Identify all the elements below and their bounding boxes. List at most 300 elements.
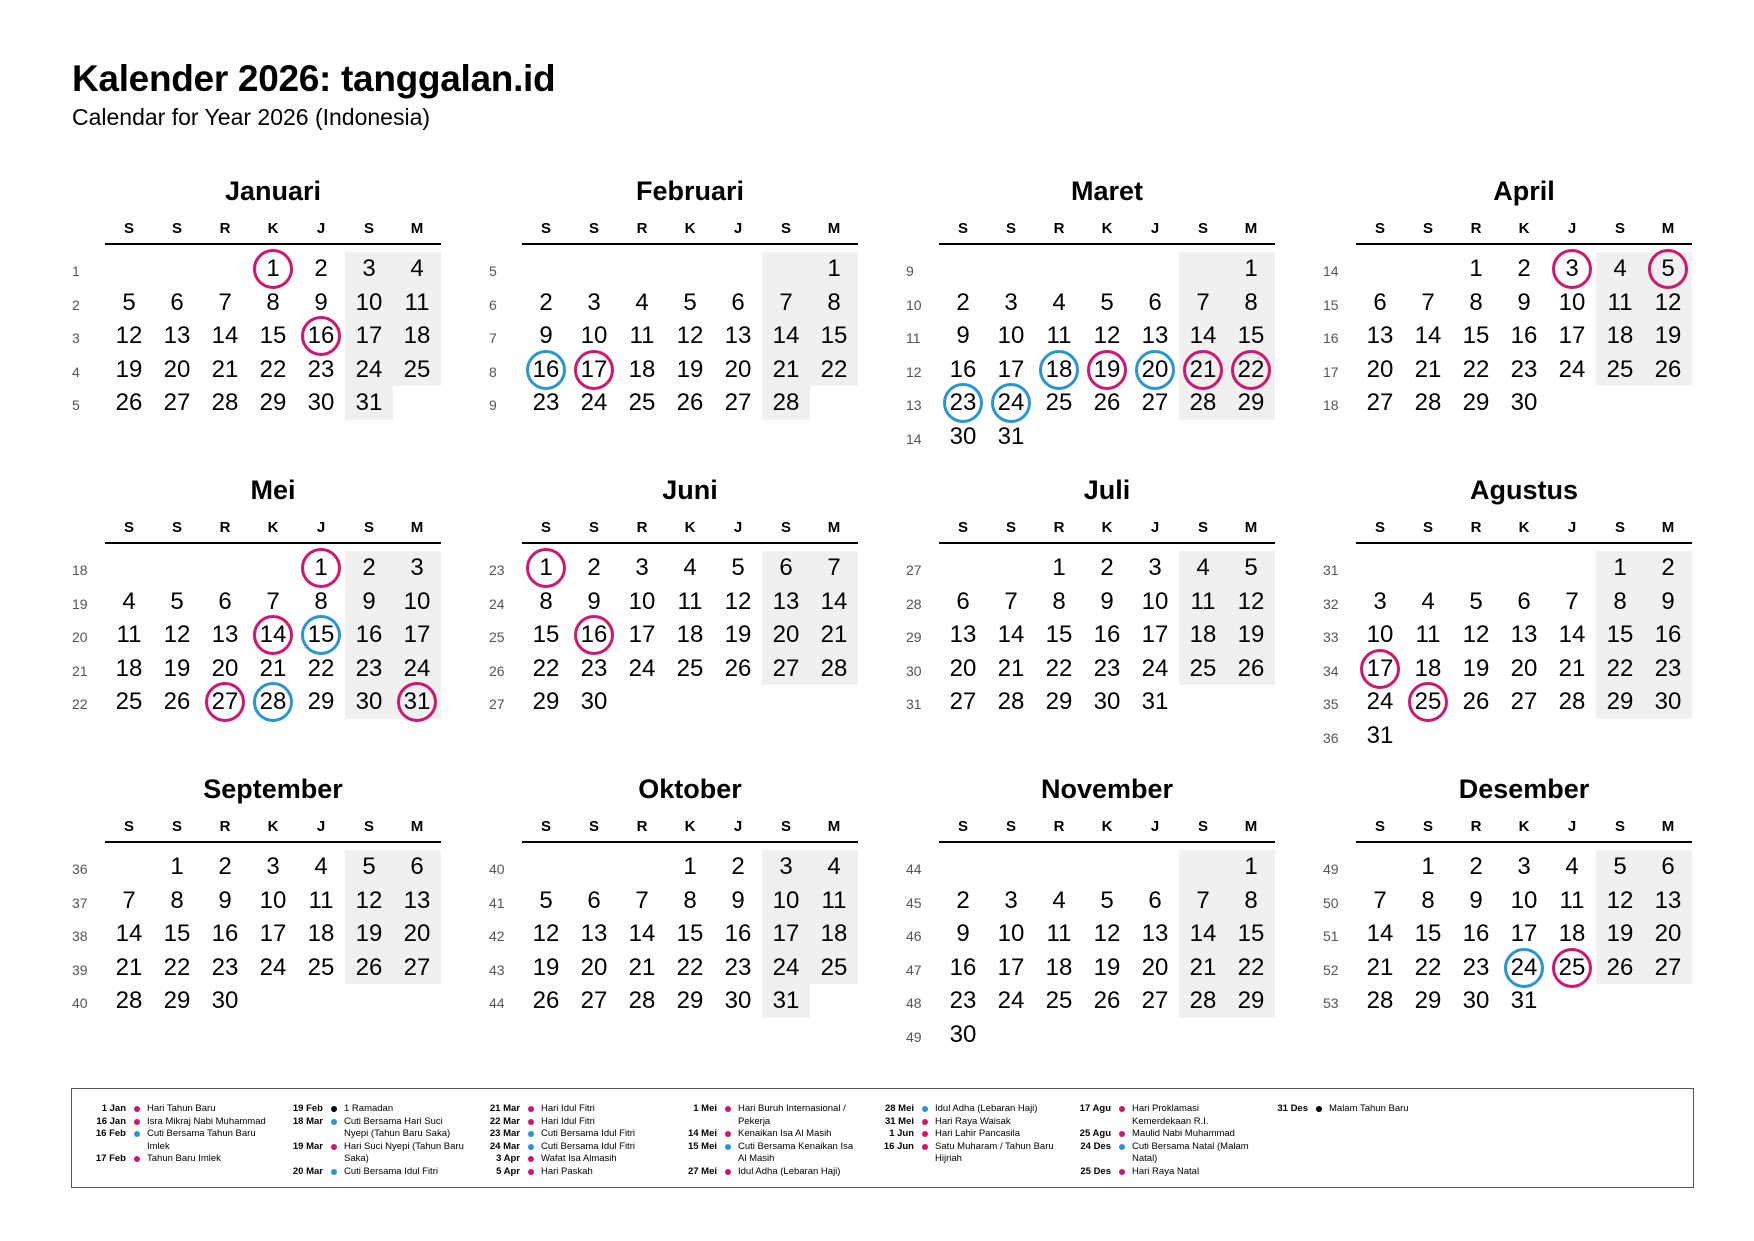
calendar-day[interactable]: 10 [580,322,608,350]
calendar-day[interactable]: 8 [1421,886,1435,914]
calendar-day[interactable]: 11 [1559,886,1585,914]
calendar-day[interactable]: 22 [1462,355,1490,383]
calendar-day[interactable]: 12 [1606,886,1634,914]
calendar-day[interactable]: 16 [532,355,560,383]
calendar-day[interactable]: 29 [1237,987,1265,1015]
calendar-day[interactable]: 17 [355,322,383,350]
calendar-day[interactable]: 8 [683,886,697,914]
calendar-day[interactable]: 6 [1517,587,1531,615]
calendar-day[interactable]: 13 [580,920,608,948]
calendar-day[interactable]: 23 [1654,654,1682,682]
calendar-day[interactable]: 15 [532,621,560,649]
calendar-day[interactable]: 31 [1510,987,1538,1015]
calendar-day[interactable]: 25 [1045,389,1073,417]
calendar-day[interactable]: 26 [532,987,560,1015]
calendar-day[interactable]: 12 [1654,288,1682,316]
calendar-day[interactable]: 2 [1469,853,1483,880]
calendar-day[interactable]: 29 [1462,389,1490,417]
calendar-day[interactable]: 8 [314,587,328,615]
calendar-day[interactable]: 11 [821,886,847,914]
calendar-day[interactable]: 2 [731,853,745,880]
calendar-day[interactable]: 6 [779,554,793,581]
calendar-day[interactable]: 30 [1093,688,1121,716]
calendar-day[interactable]: 25 [307,953,335,981]
calendar-day[interactable]: 4 [1196,554,1210,581]
calendar-day[interactable]: 24 [1141,654,1169,682]
calendar-day[interactable]: 21 [997,654,1025,682]
calendar-day[interactable]: 31 [403,688,431,716]
calendar-day[interactable]: 17 [1510,920,1538,948]
calendar-day[interactable]: 7 [266,587,280,615]
calendar-day[interactable]: 13 [1141,920,1169,948]
calendar-day[interactable]: 24 [1366,688,1394,716]
calendar-day[interactable]: 12 [115,322,143,350]
calendar-day[interactable]: 19 [1606,920,1634,948]
calendar-day[interactable]: 21 [1189,953,1217,981]
calendar-day[interactable]: 29 [259,389,287,417]
calendar-day[interactable]: 22 [1045,654,1073,682]
calendar-day[interactable]: 1 [1244,853,1258,880]
calendar-day[interactable]: 8 [1469,288,1483,316]
calendar-day[interactable]: 20 [772,621,800,649]
calendar-day[interactable]: 5 [122,288,136,316]
calendar-day[interactable]: 23 [1510,355,1538,383]
calendar-day[interactable]: 14 [1414,322,1442,350]
calendar-day[interactable]: 7 [1421,288,1435,316]
calendar-day[interactable]: 14 [115,920,143,948]
calendar-day[interactable]: 23 [580,654,608,682]
calendar-day[interactable]: 19 [1093,953,1121,981]
calendar-day[interactable]: 31 [1141,688,1169,716]
calendar-day[interactable]: 11 [1415,621,1441,649]
calendar-day[interactable]: 3 [1004,886,1018,914]
calendar-day[interactable]: 16 [949,355,977,383]
calendar-day[interactable]: 7 [827,554,841,581]
calendar-day[interactable]: 2 [1517,255,1531,282]
calendar-day[interactable]: 8 [539,587,553,615]
calendar-day[interactable]: 6 [587,886,601,914]
calendar-day[interactable]: 22 [1237,953,1265,981]
calendar-day[interactable]: 27 [949,688,977,716]
calendar-day[interactable]: 22 [307,654,335,682]
calendar-day[interactable]: 14 [211,322,239,350]
calendar-day[interactable]: 13 [211,621,239,649]
calendar-day[interactable]: 19 [676,355,704,383]
calendar-day[interactable]: 26 [676,389,704,417]
calendar-day[interactable]: 2 [539,288,553,316]
calendar-day[interactable]: 4 [683,554,697,581]
calendar-day[interactable]: 18 [307,920,335,948]
calendar-day[interactable]: 13 [1141,322,1169,350]
calendar-day[interactable]: 30 [211,987,239,1015]
calendar-day[interactable]: 4 [122,587,136,615]
calendar-day[interactable]: 24 [628,654,656,682]
calendar-day[interactable]: 25 [676,654,704,682]
calendar-day[interactable]: 24 [580,389,608,417]
calendar-day[interactable]: 2 [956,288,970,316]
calendar-day[interactable]: 23 [1093,654,1121,682]
calendar-day[interactable]: 9 [956,920,970,948]
calendar-day[interactable]: 17 [1366,654,1394,682]
calendar-day[interactable]: 2 [1661,554,1675,581]
calendar-day[interactable]: 20 [1366,355,1394,383]
calendar-day[interactable]: 4 [827,853,841,880]
calendar-day[interactable]: 15 [1606,621,1634,649]
calendar-day[interactable]: 8 [266,288,280,316]
calendar-day[interactable]: 7 [779,288,793,316]
calendar-day[interactable]: 21 [820,621,848,649]
calendar-day[interactable]: 25 [1606,355,1634,383]
calendar-day[interactable]: 19 [724,621,752,649]
calendar-day[interactable]: 20 [724,355,752,383]
calendar-day[interactable]: 5 [1100,288,1114,316]
calendar-day[interactable]: 1 [683,853,697,880]
calendar-day[interactable]: 3 [1373,587,1387,615]
calendar-day[interactable]: 16 [355,621,383,649]
calendar-day[interactable]: 11 [677,587,703,615]
calendar-day[interactable]: 2 [956,886,970,914]
calendar-day[interactable]: 28 [1366,987,1394,1015]
calendar-day[interactable]: 10 [1558,288,1586,316]
calendar-day[interactable]: 30 [580,688,608,716]
calendar-day[interactable]: 14 [820,587,848,615]
calendar-day[interactable]: 30 [1462,987,1490,1015]
calendar-day[interactable]: 11 [404,288,430,316]
calendar-day[interactable]: 26 [1093,987,1121,1015]
calendar-day[interactable]: 25 [115,688,143,716]
calendar-day[interactable]: 23 [211,953,239,981]
calendar-day[interactable]: 4 [1565,853,1579,880]
calendar-day[interactable]: 19 [115,355,143,383]
calendar-day[interactable]: 10 [259,886,287,914]
calendar-day[interactable]: 6 [1373,288,1387,316]
calendar-day[interactable]: 14 [259,621,287,649]
calendar-day[interactable]: 25 [1189,654,1217,682]
calendar-day[interactable]: 26 [1606,953,1634,981]
calendar-day[interactable]: 28 [1189,987,1217,1015]
calendar-day[interactable]: 7 [1196,288,1210,316]
calendar-day[interactable]: 19 [1654,322,1682,350]
calendar-day[interactable]: 29 [532,688,560,716]
calendar-day[interactable]: 18 [628,355,656,383]
calendar-day[interactable]: 6 [218,587,232,615]
calendar-day[interactable]: 27 [403,953,431,981]
calendar-day[interactable]: 10 [1366,621,1394,649]
calendar-day[interactable]: 14 [1189,920,1217,948]
calendar-day[interactable]: 20 [403,920,431,948]
calendar-day[interactable]: 14 [1366,920,1394,948]
calendar-day[interactable]: 22 [1237,355,1265,383]
calendar-day[interactable]: 30 [307,389,335,417]
calendar-day[interactable]: 11 [116,621,142,649]
calendar-day[interactable]: 4 [635,288,649,316]
calendar-day[interactable]: 22 [676,953,704,981]
calendar-day[interactable]: 26 [1462,688,1490,716]
calendar-day[interactable]: 5 [1613,853,1627,880]
calendar-day[interactable]: 15 [676,920,704,948]
calendar-day[interactable]: 16 [949,953,977,981]
calendar-day[interactable]: 31 [997,423,1025,450]
calendar-day[interactable]: 5 [1244,554,1258,581]
calendar-day[interactable]: 13 [1510,621,1538,649]
calendar-day[interactable]: 16 [580,621,608,649]
calendar-day[interactable]: 21 [1414,355,1442,383]
calendar-day[interactable]: 3 [1565,255,1579,282]
calendar-day[interactable]: 28 [628,987,656,1015]
calendar-day[interactable]: 3 [635,554,649,581]
calendar-day[interactable]: 23 [949,389,977,417]
calendar-day[interactable]: 3 [1004,288,1018,316]
calendar-day[interactable]: 4 [314,853,328,880]
calendar-day[interactable]: 24 [355,355,383,383]
calendar-day[interactable]: 10 [997,322,1025,350]
calendar-day[interactable]: 15 [1414,920,1442,948]
calendar-day[interactable]: 17 [997,953,1025,981]
calendar-day[interactable]: 3 [266,853,280,880]
calendar-day[interactable]: 17 [628,621,656,649]
calendar-day[interactable]: 30 [1654,688,1682,716]
calendar-day[interactable]: 9 [314,288,328,316]
calendar-day[interactable]: 23 [1462,953,1490,981]
calendar-day[interactable]: 29 [163,987,191,1015]
calendar-day[interactable]: 29 [1237,389,1265,417]
calendar-day[interactable]: 12 [1093,322,1121,350]
calendar-day[interactable]: 10 [1510,886,1538,914]
calendar-day[interactable]: 1 [1244,255,1258,282]
calendar-day[interactable]: 31 [772,987,800,1015]
calendar-day[interactable]: 5 [1100,886,1114,914]
calendar-day[interactable]: 16 [1654,621,1682,649]
calendar-day[interactable]: 9 [587,587,601,615]
calendar-day[interactable]: 12 [355,886,383,914]
calendar-day[interactable]: 27 [1654,953,1682,981]
calendar-day[interactable]: 6 [731,288,745,316]
calendar-day[interactable]: 24 [259,953,287,981]
calendar-day[interactable]: 27 [211,688,239,716]
calendar-day[interactable]: 4 [1052,288,1066,316]
calendar-day[interactable]: 4 [1421,587,1435,615]
calendar-day[interactable]: 18 [1606,322,1634,350]
calendar-day[interactable]: 5 [362,853,376,880]
calendar-day[interactable]: 15 [1462,322,1490,350]
calendar-day[interactable]: 27 [1510,688,1538,716]
calendar-day[interactable]: 22 [163,953,191,981]
calendar-day[interactable]: 12 [163,621,191,649]
calendar-day[interactable]: 8 [827,288,841,316]
calendar-day[interactable]: 18 [1558,920,1586,948]
calendar-day[interactable]: 28 [997,688,1025,716]
calendar-day[interactable]: 12 [676,322,704,350]
calendar-day[interactable]: 21 [115,953,143,981]
calendar-day[interactable]: 9 [362,587,376,615]
calendar-day[interactable]: 26 [163,688,191,716]
calendar-day[interactable]: 28 [211,389,239,417]
calendar-day[interactable]: 2 [218,853,232,880]
calendar-day[interactable]: 11 [629,322,655,350]
calendar-day[interactable]: 27 [1141,389,1169,417]
calendar-day[interactable]: 12 [724,587,752,615]
calendar-day[interactable]: 1 [170,853,184,880]
calendar-day[interactable]: 19 [1462,654,1490,682]
calendar-day[interactable]: 16 [724,920,752,948]
calendar-day[interactable]: 15 [820,322,848,350]
calendar-day[interactable]: 1 [1052,554,1066,581]
calendar-day[interactable]: 2 [362,554,376,581]
calendar-day[interactable]: 27 [163,389,191,417]
calendar-day[interactable]: 3 [410,554,424,581]
calendar-day[interactable]: 17 [1141,621,1169,649]
calendar-day[interactable]: 8 [1244,886,1258,914]
calendar-day[interactable]: 13 [1654,886,1682,914]
calendar-day[interactable]: 20 [949,654,977,682]
calendar-day[interactable]: 4 [410,255,424,282]
calendar-day[interactable]: 9 [218,886,232,914]
calendar-day[interactable]: 15 [163,920,191,948]
calendar-day[interactable]: 26 [1654,355,1682,383]
calendar-day[interactable]: 29 [307,688,335,716]
calendar-day[interactable]: 26 [1237,654,1265,682]
calendar-day[interactable]: 28 [1558,688,1586,716]
calendar-day[interactable]: 7 [218,288,232,316]
calendar-day[interactable]: 30 [355,688,383,716]
calendar-day[interactable]: 15 [259,322,287,350]
calendar-day[interactable]: 20 [1654,920,1682,948]
calendar-day[interactable]: 15 [1237,322,1265,350]
calendar-day[interactable]: 19 [532,953,560,981]
calendar-day[interactable]: 11 [308,886,334,914]
calendar-day[interactable]: 1 [266,255,280,282]
calendar-day[interactable]: 13 [403,886,431,914]
calendar-day[interactable]: 24 [403,654,431,682]
calendar-day[interactable]: 20 [1141,355,1169,383]
calendar-day[interactable]: 10 [355,288,383,316]
calendar-day[interactable]: 18 [1045,953,1073,981]
calendar-day[interactable]: 8 [170,886,184,914]
calendar-day[interactable]: 7 [1373,886,1387,914]
calendar-day[interactable]: 20 [580,953,608,981]
calendar-day[interactable]: 1 [827,255,841,282]
calendar-day[interactable]: 30 [949,1021,977,1048]
calendar-day[interactable]: 5 [170,587,184,615]
calendar-day[interactable]: 17 [772,920,800,948]
calendar-day[interactable]: 6 [1148,886,1162,914]
calendar-day[interactable]: 30 [1510,389,1538,417]
calendar-day[interactable]: 22 [1606,654,1634,682]
calendar-day[interactable]: 1 [1613,554,1627,581]
calendar-day[interactable]: 31 [1366,722,1394,749]
calendar-day[interactable]: 24 [997,389,1025,417]
calendar-day[interactable]: 18 [1045,355,1073,383]
calendar-day[interactable]: 10 [628,587,656,615]
calendar-day[interactable]: 26 [724,654,752,682]
calendar-day[interactable]: 3 [587,288,601,316]
calendar-day[interactable]: 31 [355,389,383,417]
calendar-day[interactable]: 25 [820,953,848,981]
calendar-day[interactable]: 28 [1189,389,1217,417]
calendar-day[interactable]: 21 [1558,654,1586,682]
calendar-day[interactable]: 1 [1469,255,1483,282]
calendar-day[interactable]: 13 [772,587,800,615]
calendar-day[interactable]: 23 [355,654,383,682]
calendar-day[interactable]: 6 [1661,853,1675,880]
calendar-day[interactable]: 17 [403,621,431,649]
calendar-day[interactable]: 9 [731,886,745,914]
calendar-day[interactable]: 15 [1045,621,1073,649]
calendar-day[interactable]: 10 [1141,587,1169,615]
calendar-day[interactable]: 7 [1565,587,1579,615]
calendar-day[interactable]: 13 [1366,322,1394,350]
calendar-day[interactable]: 17 [1558,322,1586,350]
calendar-day[interactable]: 3 [362,255,376,282]
calendar-day[interactable]: 18 [820,920,848,948]
calendar-day[interactable]: 12 [1462,621,1490,649]
calendar-day[interactable]: 4 [1613,255,1627,282]
calendar-day[interactable]: 15 [1237,920,1265,948]
calendar-day[interactable]: 1 [314,554,328,581]
calendar-day[interactable]: 24 [1510,953,1538,981]
calendar-day[interactable]: 14 [997,621,1025,649]
calendar-day[interactable]: 19 [163,654,191,682]
calendar-day[interactable]: 4 [1052,886,1066,914]
calendar-day[interactable]: 3 [1517,853,1531,880]
calendar-day[interactable]: 19 [355,920,383,948]
calendar-day[interactable]: 6 [170,288,184,316]
calendar-day[interactable]: 25 [628,389,656,417]
calendar-day[interactable]: 1 [1421,853,1435,880]
calendar-day[interactable]: 14 [1558,621,1586,649]
calendar-day[interactable]: 7 [122,886,136,914]
calendar-day[interactable]: 16 [1510,322,1538,350]
calendar-day[interactable]: 14 [628,920,656,948]
calendar-day[interactable]: 11 [1046,920,1072,948]
calendar-day[interactable]: 3 [779,853,793,880]
calendar-day[interactable]: 19 [1237,621,1265,649]
calendar-day[interactable]: 29 [676,987,704,1015]
calendar-day[interactable]: 12 [532,920,560,948]
calendar-day[interactable]: 11 [1046,322,1072,350]
calendar-day[interactable]: 9 [1517,288,1531,316]
calendar-day[interactable]: 28 [115,987,143,1015]
calendar-day[interactable]: 9 [956,322,970,350]
calendar-day[interactable]: 26 [115,389,143,417]
calendar-day[interactable]: 3 [1148,554,1162,581]
calendar-day[interactable]: 27 [772,654,800,682]
calendar-day[interactable]: 9 [1661,587,1675,615]
calendar-day[interactable]: 7 [1004,587,1018,615]
calendar-day[interactable]: 8 [1613,587,1627,615]
calendar-day[interactable]: 28 [772,389,800,417]
calendar-day[interactable]: 24 [997,987,1025,1015]
calendar-day[interactable]: 18 [1414,654,1442,682]
calendar-day[interactable]: 11 [1607,288,1633,316]
calendar-day[interactable]: 21 [1366,953,1394,981]
calendar-day[interactable]: 16 [1093,621,1121,649]
calendar-day[interactable]: 16 [1462,920,1490,948]
calendar-day[interactable]: 28 [259,688,287,716]
calendar-day[interactable]: 18 [115,654,143,682]
calendar-day[interactable]: 12 [1093,920,1121,948]
calendar-day[interactable]: 26 [1093,389,1121,417]
calendar-day[interactable]: 8 [1052,587,1066,615]
calendar-day[interactable]: 29 [1606,688,1634,716]
calendar-day[interactable]: 6 [410,853,424,880]
calendar-day[interactable]: 29 [1045,688,1073,716]
calendar-day[interactable]: 17 [997,355,1025,383]
calendar-day[interactable]: 27 [1141,987,1169,1015]
calendar-day[interactable]: 16 [307,322,335,350]
calendar-day[interactable]: 19 [1093,355,1121,383]
calendar-day[interactable]: 26 [355,953,383,981]
